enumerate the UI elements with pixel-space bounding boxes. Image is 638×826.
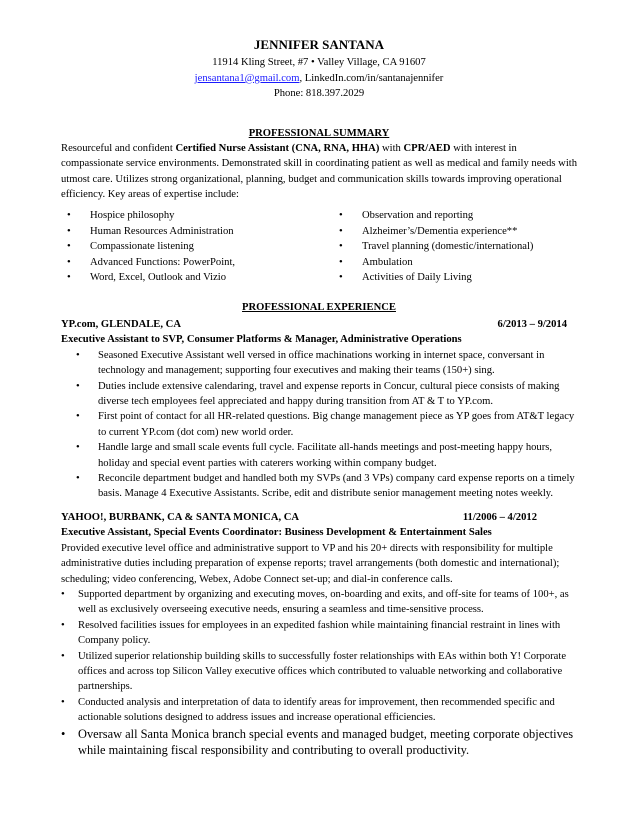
resume-page: JENNIFER SANTANA 11914 Kling Street, #7 • Valley Village, CA 91607 jensantana1@gmail.com, LinkedIn.com/in/santanajennifer Phone: 818.397.2029 PROFESSIONAL SUMMARY Resourceful and confident Certified Nurse Assistant (CNA, RNA, HHA) with CPR/AED with interest in compassionate service environments. Demonstrated skill in coordinating patient as well as medical and family needs with utmost care. Utilizes strong organizational, planning, budget and communication skills towards improving operational efficiency. Key areas of expertise include: • Hospice philosophy • Human Resources Administration • Compassionate listening • Advanced Functions: PowerPoint, • Word, Excel, Outlook and Vizio • Observation and reporting • Alzheimer’s/Dementia experience** • Travel planning (domestic/international) • Ambulation • Activities of Daily Living PROFESSIONAL EXPERIENCE YP.com, GLENDALE, CA 6/2013 – 9/2014 Executive Assistant to SVP, Consumer Platforms & Manager, Administrative Operations • Seasoned Executive Assistant well versed in office machinations working in internet space, conversant in technology and management; supporting four executives and making their teams (150+) sing. • Duties include extensive calendaring, travel and expense reports in Concur, cultural piece consists of making diverse tech employees feel appreciated and happy during transition from AT & T to YP.com. • First point of contact for all HR-related questions. Big change management piece as YP goes from AT&T legacy to current YP.com (dot com) new world order. • Handle large and small scale events full cycle. Facilitate all-hands meetings and post-meeting happy hours, holiday and special event parties with caterers working within company budget. • Reconcile department budget and handled both my SVPs (and 3 VPs) company card expense reports on a timely basis. Manage 4 Executive Assistants. Scribe, edit and distribute senior management meeting notes weekly. YAHOO!, BURBANK, CA & SANTA MONICA, CA 11/2006 – 4/2012 Executive Assistant, Special Events Coordinator: Business Development & Entertainment Sales Provided executive level office and administrative support to VP and his 20+ directs with responsibility for multiple administrative duties including preparation of expense reports; travel arrangements (both domestic and international); scheduling; video conferencing, Webex, Adobe Connect set-up; and dial-in conference calls. • Supported department by organizing and executing moves, on-boarding and exits, and off-site for teams of 100+, as well as exclusively overseeing executive needs, ensuring a seamless and time-sensitive process. • Resolved facilities issues for employees in an expedited fashion while maintaining financial restraint in lines with Company policy. • Utilized superior relationship building skills to successfully foster relationships with EAs within both Y! Corporate offices and across top Silicon Valley executive offices which contributed to valuable networking and collaborative partnerships. • Conducted analysis and interpretation of data to identify areas for improvement, then recommended specific and actionable solutions designed to address issues and increase operational efficiencies. • Oversaw all Santa Monica branch special events and managed budget, meeting corporate objectives while maintaining fiscal responsibility and contributing to overall productivity. — [0, 0, 638, 826]
email-linkedin-line — [0, 71, 638, 87]
job-bullet: • Seasoned Executive Assistant well versed in office machinations working in internet space, conversant in technology and management; supporting four executives and making their teams (150+) sing. — [76, 349, 545, 377]
job-bullet: • Duties include extensive calendaring, travel and expense reports in Concur, cultural piece consists of making diverse tech employees feel appreciated and happy during transition from AT & T to YP.com. — [76, 380, 560, 408]
job-header — [61, 510, 577, 525]
contact-block — [0, 55, 638, 102]
job-bullet: • First point of contact for all HR-related questions. Big change management piece as YP goes from AT&T legacy to current YP.com (dot com) new world order. — [76, 411, 575, 438]
job-bullets — [61, 587, 577, 758]
candidate-name: JENNIFER SANTANA — [253, 37, 385, 52]
job-company: YP.com, GLENDALE, CA — [61, 319, 181, 330]
job-intro: Provided executive level office and administrative support to VP and his 20+ directs with responsibility for multiple administrative duties including preparation of expense reports; travel arrangements (both domestic and international); scheduling; video conferencing, Webex, Adobe Connect set-up; and dial-in conference calls. — [61, 542, 560, 585]
experience-heading-row — [0, 297, 638, 315]
job-bullets — [61, 348, 577, 502]
job-title: Executive Assistant, Special Events Coordinator: Business Development & Entertainment Sales — [61, 527, 492, 539]
job-entry-yahoo — [61, 510, 577, 758]
job-bullet: • Conducted analysis and interpretation of data to identify areas for improvement, then recommended specific and actionable solutions designed to address issues and increase operational efficiencies. — [61, 696, 555, 724]
summary-heading-row — [0, 123, 638, 141]
job-bullet: • Oversaw all Santa Monica branch special events and managed budget, meeting corporate objectives while maintaining fiscal responsibility and contributing to overall productivity. — [61, 726, 574, 757]
phone: Phone: 818.397.2029 — [273, 88, 365, 100]
job-bullet: • Reconcile department budget and handled both my SVPs (and 3 VPs) company card expense reports on a timely basis. Manage 4 Executive Assistants. Scribe, edit and distribute senior management meeting notes weekly. — [76, 473, 575, 500]
experience-heading: PROFESSIONAL EXPERIENCE — [242, 302, 396, 313]
job-bullet: • Resolved facilities issues for employees in an expedited fashion while maintaining financial restraint in lines with Company policy. — [61, 619, 561, 647]
job-dates: 11/2006 – 4/2012 — [462, 512, 537, 523]
job-company: YAHOO!, BURBANK, CA & SANTA MONICA, CA — [61, 512, 300, 523]
address: 11914 Kling Street, #7 • Valley Village, CA 91607 — [212, 57, 426, 68]
job-bullet: • Handle large and small scale events full cycle. Facilitate all-hands meetings and post-meeting happy hours, holiday and special event parties with caterers working within company budget. — [76, 442, 553, 469]
job-bullet: • Supported department by organizing and executing moves, on-boarding and exits, and off-site for teams of 100+, as well as exclusively overseeing executive needs, ensuring a seamless and time-sensitive process. — [61, 589, 569, 616]
job-header — [61, 317, 577, 332]
summary-paragraph: Resourceful and confident Certified Nurse Assistant (CNA, RNA, HHA) with CPR/AED with interest in compassionate service environments. Demonstrated skill in coordinating patient as well as medical and family needs with utmost care. Utilizes strong organizational, planning, budget and communication skills towards improving operational efficiency. Key areas of expertise include: — [61, 143, 578, 201]
linkedin-url: , LinkedIn.com/in/santanajennifer — [299, 72, 444, 84]
summary-heading: PROFESSIONAL SUMMARY — [248, 128, 390, 139]
job-entry-yp — [61, 317, 577, 502]
job-bullet: • Utilized superior relationship building skills to successfully foster relationships with EAs within both Y! Corporate offices and across top Silicon Valley executive offices which contributed to valuable networking and collaborative partnerships. — [61, 650, 567, 693]
email-link[interactable]: jensantana1@gmail.com — [194, 72, 300, 84]
job-dates: 6/2013 – 9/2014 — [497, 319, 567, 330]
job-title: Executive Assistant to SVP, Consumer Platforms & Manager, Administrative Operations — [61, 334, 462, 346]
